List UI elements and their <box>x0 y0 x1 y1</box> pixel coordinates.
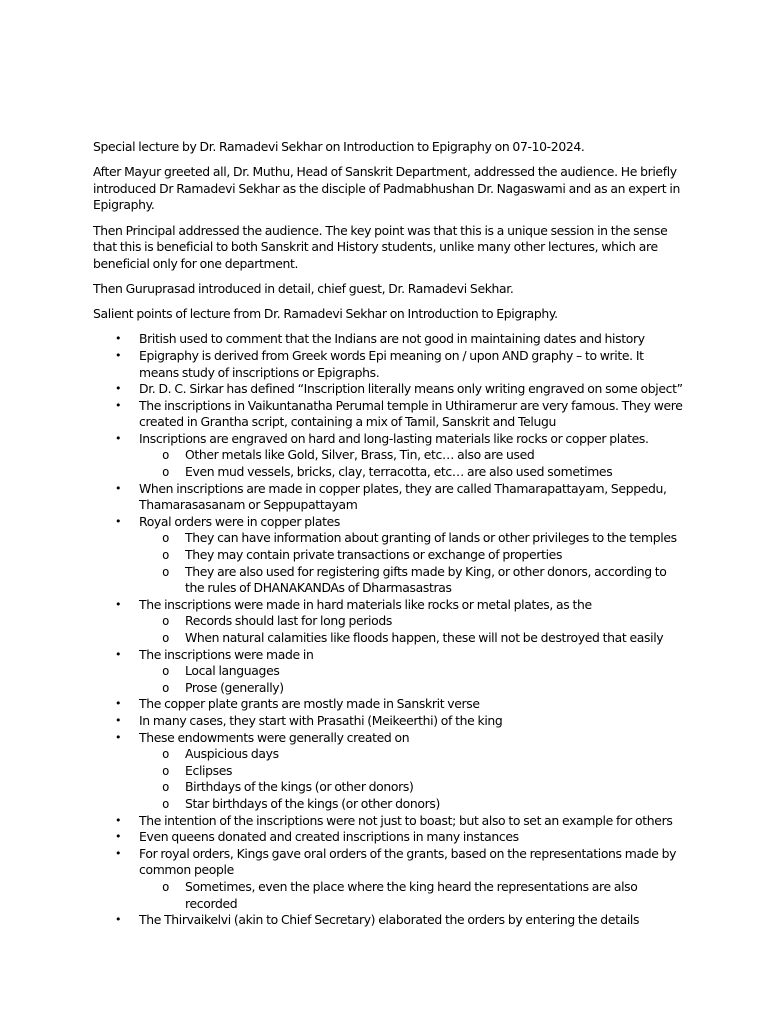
bullet-marker: • <box>115 398 122 412</box>
sub-bullet-text: Prose (generally) <box>185 679 284 695</box>
bullet-text: The copper plate grants are mostly made in Sanskrit verse <box>139 696 480 712</box>
sub-bullet-text: Records should last for long periods <box>185 613 392 629</box>
bullet-text: For royal orders, Kings gave oral orders of the grants, based on the representations made by common people <box>139 845 677 878</box>
sub-bullet-list <box>139 879 683 912</box>
bullet-text: The inscriptions were made in hard materials like rocks or metal plates, as the <box>139 596 592 612</box>
intro-paragraph: After Mayur greeted all, Dr. Muthu, Head of Sanskrit Department, addressed the audience. He briefly introduced Dr Ramadevi Sekhar as the disciple of Padmabhushan Dr. Nagaswami and as an expert in Epigraphy. <box>93 164 680 213</box>
sub-bullet-marker: o <box>162 746 170 762</box>
bullet-marker: • <box>115 514 122 528</box>
sub-bullet-item <box>139 796 683 813</box>
sub-bullet-item <box>139 630 683 647</box>
bullet-marker: • <box>115 813 122 827</box>
bullet-text: These endowments were generally created on <box>139 729 410 745</box>
bullet-text: The intention of the inscriptions were not just to boast; but also to set an example for others <box>139 812 673 828</box>
bullet-marker: • <box>115 730 122 744</box>
bullet-text: Inscriptions are engraved on hard and long-lasting materials like rocks or copper plates. <box>139 430 649 446</box>
bullet-item <box>93 813 683 830</box>
sub-bullet-marker: o <box>162 613 170 629</box>
sub-bullet-list <box>139 530 683 596</box>
sub-bullet-item <box>139 663 683 680</box>
sub-bullet-list <box>139 663 683 696</box>
bullet-item <box>93 481 683 514</box>
bullet-marker: • <box>115 713 122 727</box>
sub-bullet-item <box>139 530 683 547</box>
sub-bullet-marker: o <box>162 464 170 480</box>
bullet-marker: • <box>115 431 122 445</box>
bullet-text: In many cases, they start with Prasathi (Meikeerthi) of the king <box>139 712 503 728</box>
bullet-marker: • <box>115 597 122 611</box>
sub-bullet-item <box>139 779 683 796</box>
sub-bullet-marker: o <box>162 679 170 695</box>
bullet-item <box>93 331 683 348</box>
bullet-text: The Thirvaikelvi (akin to Chief Secretary) elaborated the orders by entering the details <box>139 912 640 928</box>
sub-bullet-text: Eclipses <box>185 762 233 778</box>
bullet-item <box>93 647 683 697</box>
sub-bullet-marker: o <box>162 878 170 894</box>
sub-bullet-item <box>139 613 683 630</box>
sub-bullet-item <box>139 464 683 481</box>
sub-bullet-marker: o <box>162 663 170 679</box>
salient-points-heading: Salient points of lecture from Dr. Ramadevi Sekhar on Introduction to Epigraphy. <box>93 306 558 322</box>
principal-paragraph: Then Principal addressed the audience. The key point was that this is a unique session in the sense that this is beneficial to both Sanskrit and History students, unlike many other lectures, which are beneficial only for one department. <box>93 222 668 271</box>
bullet-marker: • <box>115 830 122 844</box>
bullet-item <box>93 730 683 813</box>
sub-bullet-item <box>139 746 683 763</box>
sub-bullet-item <box>139 564 683 597</box>
bullet-list <box>93 331 683 928</box>
sub-bullet-text: Sometimes, even the place where the king heard the representations are also recorded <box>185 878 638 911</box>
bullet-item <box>93 696 683 713</box>
sub-bullet-text: Auspicious days <box>185 746 279 762</box>
sub-bullet-item <box>139 763 683 780</box>
sub-bullet-marker: o <box>162 630 170 645</box>
bullet-marker: • <box>115 913 122 927</box>
bullet-text: Epigraphy is derived from Greek words Epi meaning on / upon AND graphy – to write. It means study of inscriptions or Epigraphs. <box>139 347 644 380</box>
bullet-item <box>93 597 683 647</box>
bullet-item <box>93 381 683 398</box>
bullet-item <box>93 348 683 381</box>
bullet-text: When inscriptions are made in copper plates, they are called Thamarapattayam, Seppedu, Thamarasasanam or Seppupattayam <box>139 480 667 513</box>
bullet-text: British used to comment that the Indians are not good in maintaining dates and history <box>139 331 645 347</box>
bullet-marker: • <box>115 348 122 362</box>
bullet-marker: • <box>115 481 122 495</box>
sub-bullet-marker: o <box>162 563 170 579</box>
sub-bullet-list <box>139 447 683 480</box>
sub-bullet-marker: o <box>162 762 170 778</box>
bullet-item <box>93 514 683 597</box>
sub-bullet-marker: o <box>162 779 170 795</box>
sub-bullet-marker: o <box>162 530 170 546</box>
bullet-text: The inscriptions in Vaikuntanatha Perumal temple in Uthiramerur are very famous. They were created in Grantha script, containing a mix of Tamil, Sanskrit and Telugu <box>139 397 683 430</box>
sub-bullet-marker: o <box>162 795 170 811</box>
bullet-item <box>93 912 683 929</box>
sub-bullet-text: When natural calamities like floods happen, these will not be destroyed that easily <box>185 630 664 645</box>
sub-bullet-text: Other metals like Gold, Silver, Brass, Tin, etc… also are used <box>185 447 535 463</box>
sub-bullet-item <box>139 680 683 697</box>
bullet-text: Dr. D. C. Sirkar has defined “Inscription literally means only writing engraved on some object” <box>139 381 683 397</box>
sub-bullet-text: Star birthdays of the kings (or other donors) <box>185 795 440 811</box>
sub-bullet-item <box>139 547 683 564</box>
sub-bullet-text: They are also used for registering gifts made by King, or other donors, according to the rules of DHANAKANDAs of Dharmasastras <box>185 563 667 596</box>
bullet-text: Royal orders were in copper plates <box>139 513 340 529</box>
bullet-item <box>93 846 683 912</box>
guest-intro-paragraph: Then Guruprasad introduced in detail, chief guest, Dr. Ramadevi Sekhar. <box>93 280 514 296</box>
sub-bullet-text: They can have information about granting of lands or other privileges to the temples <box>185 530 677 546</box>
sub-bullet-list <box>139 746 683 812</box>
bullet-marker: • <box>115 332 122 346</box>
bullet-marker: • <box>115 846 122 860</box>
sub-bullet-text: Even mud vessels, bricks, clay, terracotta, etc… are also used sometimes <box>185 464 613 480</box>
sub-bullet-list <box>139 613 683 646</box>
bullet-item <box>93 431 683 481</box>
sub-bullet-text: They may contain private transactions or exchange of properties <box>185 547 563 563</box>
document-page <box>93 139 683 929</box>
bullet-text: The inscriptions were made in <box>139 646 314 662</box>
bullet-text: Even queens donated and created inscriptions in many instances <box>139 829 519 845</box>
lecture-title: Special lecture by Dr. Ramadevi Sekhar on Introduction to Epigraphy on 07-10-2024. <box>93 139 585 154</box>
sub-bullet-item <box>139 447 683 464</box>
sub-bullet-item <box>139 879 683 912</box>
sub-bullet-marker: o <box>162 447 170 463</box>
bullet-marker: • <box>115 647 122 661</box>
bullet-item <box>93 829 683 846</box>
bullet-marker: • <box>115 697 122 711</box>
bullet-item <box>93 713 683 730</box>
bullet-item <box>93 398 683 431</box>
bullet-marker: • <box>115 382 122 396</box>
sub-bullet-marker: o <box>162 547 170 563</box>
sub-bullet-text: Local languages <box>185 663 280 679</box>
sub-bullet-text: Birthdays of the kings (or other donors) <box>185 779 414 795</box>
